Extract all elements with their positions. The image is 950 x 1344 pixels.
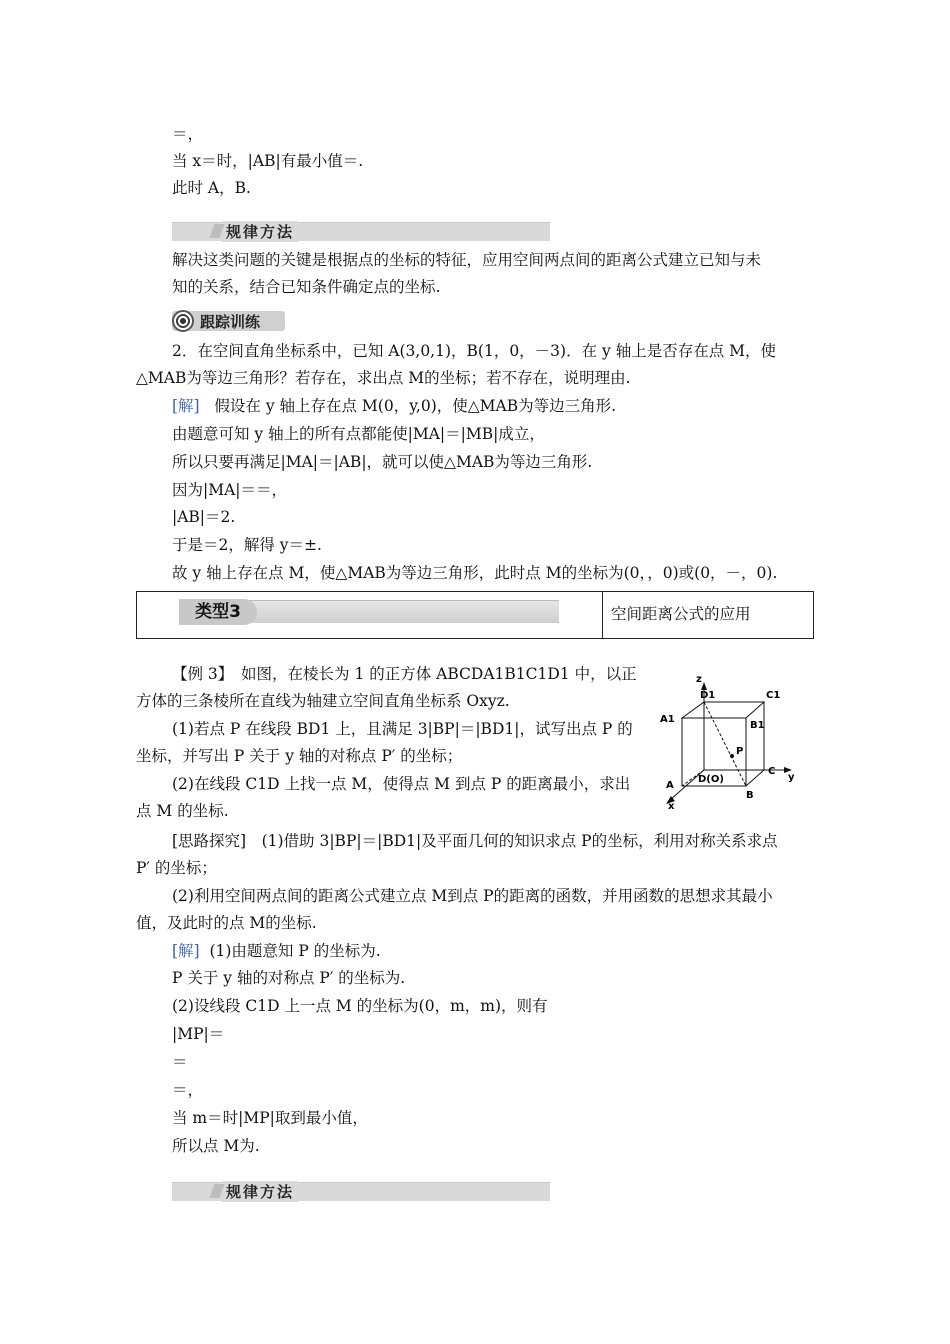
method-banner [172, 222, 550, 241]
label-c: C [768, 766, 776, 777]
problem-text: 2．在空间直角坐标系中，已知 A(3,0,1)，B(1，0，－3)．在 y 轴上是否存在点 M，使 [172, 342, 776, 360]
target-icon [172, 310, 194, 332]
method-banner [172, 1182, 550, 1201]
solution-text: (1)由题意知 P 的坐标为. [209, 942, 381, 960]
example-text: 坐标，并写出 P 关于 y 轴的对称点 P′ 的坐标； [136, 747, 463, 765]
label-c1: C1 [766, 690, 781, 701]
type-band [179, 600, 559, 623]
solution-text: 所以点 M为. [172, 1137, 260, 1155]
solution-text: |AB|＝2. [172, 508, 236, 526]
example-text: 方体的三条棱所在直线为轴建立空间直角坐标系 Oxyz. [136, 692, 510, 710]
top-face [682, 702, 764, 718]
example-text: (1)若点 P 在线段 BD1 上，且满足 3|BP|＝|BD1|，试写出点 P 的 [172, 720, 633, 738]
method-banner-label: 规律方法 [222, 1181, 298, 1202]
divider [602, 592, 603, 638]
example-text: 点 M 的坐标. [136, 802, 229, 820]
point-p [730, 754, 734, 758]
label-y: y [788, 772, 795, 783]
example-text: (2)在线段 C1D 上找一点 M，使得点 M 到点 P 的距离最小，求出 [172, 775, 631, 793]
label-b: B [746, 790, 754, 801]
label-a: A [666, 780, 674, 791]
type-title: 空间距离公式的应用 [611, 605, 751, 623]
label-p: P [736, 746, 744, 757]
solution-text: (2)设线段 C1D 上一点 M 的坐标为(0，m，m)，则有 [172, 997, 548, 1015]
z-arrow [701, 682, 707, 690]
thinking-text: P′ 的坐标； [136, 859, 217, 877]
right-edges [746, 702, 764, 786]
text-line: 此时 A，B. [172, 179, 251, 197]
label-a1: A1 [660, 714, 675, 725]
text-line: 当 x＝时，|AB|有最小值＝. [172, 152, 364, 170]
method-text: 知的关系，结合已知条件确定点的坐标. [172, 278, 441, 296]
solution-text: ＝ [172, 1053, 188, 1071]
solution-text: |MP|＝ [172, 1025, 225, 1043]
solution-line [172, 941, 381, 961]
label-do: D(O) [698, 774, 724, 785]
solution-text: ＝， [172, 1081, 204, 1099]
tracking-label: 跟踪训练 [200, 313, 261, 331]
solution-text: 由题意可知 y 轴上的所有点都能使|MA|＝|MB|成立， [172, 425, 545, 443]
solution-tag: [解] [172, 942, 200, 960]
label-d1: D1 [700, 690, 716, 701]
label-z: z [696, 674, 702, 685]
solution-text: 于是＝2，解得 y＝±. [172, 536, 322, 554]
method-banner-label: 规律方法 [222, 221, 298, 242]
solution-text: P 关于 y 轴的对称点 P′ 的坐标为. [172, 969, 406, 987]
solution-text: 故 y 轴上存在点 M，使△MAB为等边三角形，此时点 M的坐标为(0，，0)或(0，－，0). [172, 564, 778, 582]
method-text: 解决这类问题的关键是根据点的坐标的特征，应用空间两点间的距离公式建立已知与未 [172, 251, 762, 269]
solution-line [172, 396, 616, 416]
problem-text: △MAB为等边三角形？若存在，求出点 M的坐标；若不存在，说明理由. [136, 369, 631, 387]
thinking-text: [思路探究] (1)借助 3|BP|＝|BD1|及平面几何的知识求点 P的坐标，利用对称关系求点 [172, 832, 778, 850]
text-line: ＝， [172, 125, 204, 143]
solution-text: 假设在 y 轴上存在点 M(0，y,0)，使△MAB为等边三角形. [214, 397, 617, 415]
example-text: 【例 3】 如图，在棱长为 1 的正方体 ABCDA1B1C1D1 中，以正 [172, 665, 637, 683]
type-label: 类型3 [179, 599, 257, 625]
thinking-text: (2)利用空间两点间的距离公式建立点 M到点 P的距离的函数，并用函数的思想求其最小 [172, 887, 773, 905]
type-header [136, 591, 814, 639]
solution-tag: [解] [172, 397, 200, 415]
thinking-text: 值，及此时的点 M的坐标. [136, 914, 317, 932]
solution-text: 所以只要再满足|MA|＝|AB|，就可以使△MAB为等边三角形. [172, 453, 593, 471]
label-b1: B1 [750, 720, 765, 731]
tracking-banner [172, 311, 285, 331]
solution-text: 因为|MA|＝＝， [172, 481, 288, 499]
cube-diagram [656, 670, 806, 810]
solution-text: 当 m＝时|MP|取到最小值， [172, 1109, 368, 1127]
label-x: x [668, 801, 675, 810]
